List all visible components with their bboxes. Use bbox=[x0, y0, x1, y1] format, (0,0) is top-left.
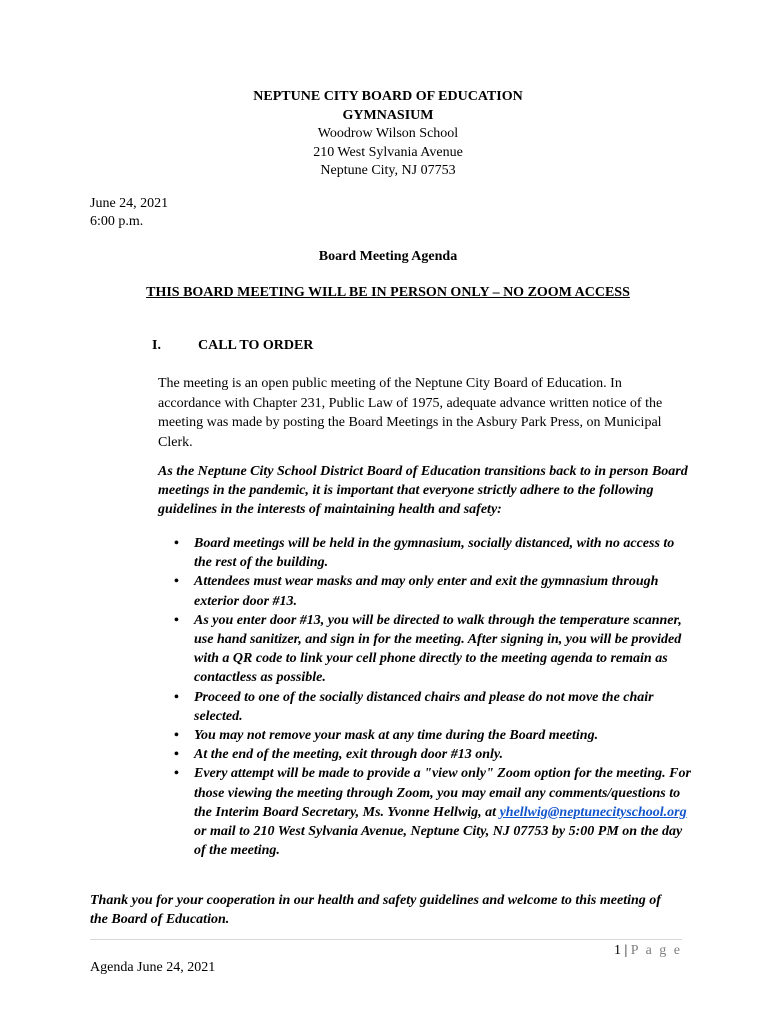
list-item-text-before-link: Every attempt will be made to provide a "view only" Zoom option for the meeting. For those viewing the meeting through Zoom, you may email any comments/questions to the Interim Board Secretary, Ms. Yvonne Hellwig, at bbox=[194, 766, 691, 820]
meeting-date: June 24, 2021 bbox=[90, 196, 169, 211]
meeting-time: 6:00 p.m. bbox=[90, 214, 144, 229]
list-item bbox=[174, 726, 694, 745]
header-organization: NEPTUNE CITY BOARD OF EDUCATION bbox=[253, 89, 523, 104]
list-item bbox=[174, 764, 694, 860]
agenda-title: Board Meeting Agenda bbox=[318, 249, 458, 264]
list-item-text: Board meetings will be held in the gymnasium, socially distanced, with no access to the rest of the building. bbox=[194, 536, 675, 571]
list-item bbox=[174, 688, 694, 726]
bullet-icon: • bbox=[174, 747, 179, 763]
bullet-icon: • bbox=[174, 574, 179, 590]
closing-paragraph: Thank you for your cooperation in our health and safety guidelines and welcome to this meeting of the Board of Education. bbox=[90, 893, 661, 927]
list-item bbox=[174, 534, 694, 572]
list-item-text: You may not remove your mask at any time during the Board meeting. bbox=[194, 728, 599, 744]
bullet-icon: • bbox=[174, 766, 179, 782]
list-item bbox=[174, 572, 694, 610]
guidelines-intro: As the Neptune City School District Board of Education transitions back to in person Board meetings in the pandemic, it is important that everyone strictly adhere to the following guidelines in the interests of maintaining health and safety: bbox=[158, 464, 688, 517]
bullet-icon: • bbox=[174, 689, 179, 705]
header-street: 210 West Sylvania Avenue bbox=[313, 144, 463, 160]
guidelines-list bbox=[174, 534, 694, 860]
bullet-icon: • bbox=[174, 536, 179, 551]
header-school: Woodrow Wilson School bbox=[317, 126, 459, 141]
bullet-icon: • bbox=[174, 612, 179, 628]
header-location: GYMNASIUM bbox=[342, 107, 434, 123]
page-number-value: 1 bbox=[613, 943, 621, 958]
list-item-text-after-link: or mail to 210 West Sylvania Avenue, Neptune City, NJ 07753 by 5:00 PM on the day of the meeting. bbox=[194, 824, 683, 859]
email-link[interactable]: yhellwig@neptunecityschool.org bbox=[499, 804, 687, 820]
header-city: Neptune City, NJ 07753 bbox=[320, 163, 456, 178]
footer-text: Agenda June 24, 2021 bbox=[90, 960, 216, 975]
footer-divider bbox=[90, 939, 682, 940]
section-number: I. bbox=[152, 338, 161, 353]
page-number bbox=[614, 943, 682, 959]
list-item bbox=[174, 745, 694, 764]
page-number-separator: | bbox=[624, 943, 628, 958]
list-item-text: As you enter door #13, you will be directed to walk through the temperature scanner, use hand sanitizer, and sign in for the meeting. After signing in, you will be provided with a QR code to link your cell phone directly to the meeting agenda to remain as contactless as possible. bbox=[194, 612, 682, 686]
list-item bbox=[174, 611, 694, 688]
section-heading bbox=[152, 338, 313, 354]
document-header bbox=[0, 88, 770, 181]
in-person-notice: THIS BOARD MEETING WILL BE IN PERSON ONLY – NO ZOOM ACCESS bbox=[146, 285, 630, 300]
list-item-text: Attendees must wear masks and may only enter and exit the gymnasium through exterior door #13. bbox=[194, 574, 659, 609]
intro-paragraph: The meeting is an open public meeting of the Neptune City Board of Education. In accordance with Chapter 231, Public Law of 1975, adequate advance written notice of the meeting was made by posting the Board Meetings in the Asbury Park Press, on Municipal Clerk. bbox=[158, 376, 663, 450]
bullet-icon: • bbox=[174, 728, 179, 744]
page-label: P a g e bbox=[630, 943, 682, 958]
list-item-text: Proceed to one of the socially distanced chairs and please do not move the chair selected. bbox=[194, 689, 654, 724]
list-item-text: At the end of the meeting, exit through door #13 only. bbox=[194, 747, 504, 763]
section-title: CALL TO ORDER bbox=[198, 338, 314, 353]
meeting-datetime bbox=[90, 195, 168, 231]
